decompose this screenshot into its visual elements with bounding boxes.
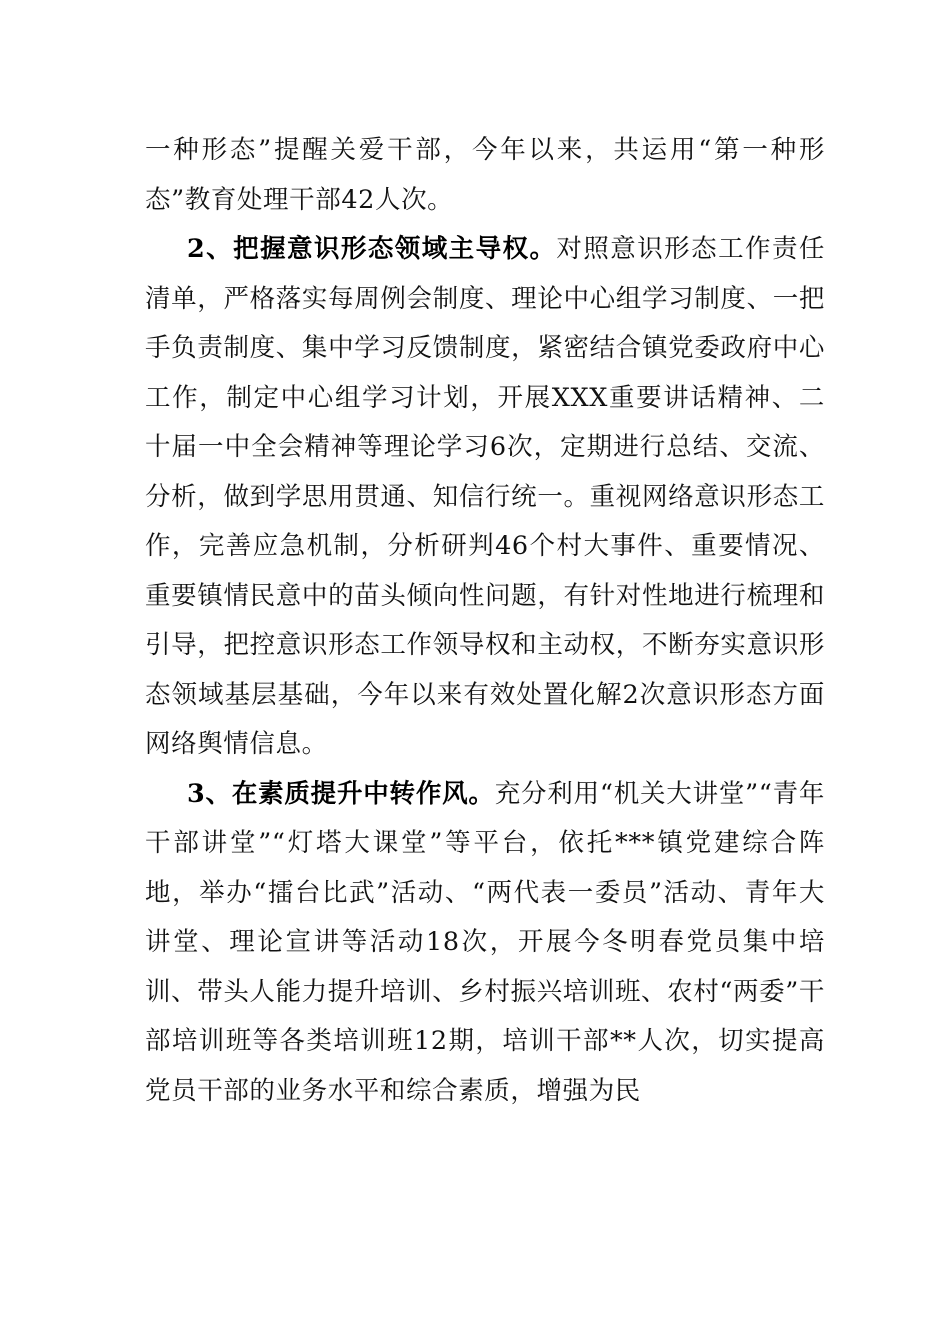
paragraph-3-body: 充分利用“机关大讲堂”“青年干部讲堂”“灯塔大课堂”等平台，依托***镇党建综合阵地，举办“擂台比武”活动、“两代表一委员”活动、青年大讲堂、理论宣讲等活动18次，开展今冬明春党员集中培训、带头人能力提升培训、乡村振兴培训班、农村“两委”干部培训班等各类培训班12期，培训干部**人次，切实提高党员干部的业务水平和综合素质，增强为民: [145, 778, 825, 1106]
paragraph-3-heading: 3、在素质提升中转作风。: [187, 778, 495, 809]
paragraph-ideology-leadership: [145, 225, 825, 770]
document-body: [145, 126, 825, 1116]
paragraph-continuation: [145, 126, 825, 225]
paragraph-quality-improvement: [145, 770, 825, 1117]
paragraph-1-body: 一种形态”提醒关爱干部，今年以来，共运用“第一种形态”教育处理干部42人次。: [145, 135, 825, 215]
paragraph-2-body: 对照意识形态工作责任清单，严格落实每周例会制度、理论中心组学习制度、一把手负责制度、集中学习反馈制度，紧密结合镇党委政府中心工作，制定中心组学习计划，开展XXX重要讲话精神、二十届一中全会精神等理论学习6次，定期进行总结、交流、分析，做到学思用贯通、知信行统一。重视网络意识形态工作，完善应急机制，分析研判46个村大事件、重要情况、重要镇情民意中的苗头倾向性问题，有针对性地进行梳理和引导，把控意识形态工作领导权和主动权，不断夯实意识形态领域基层基础，今年以来有效处置化解2次意识形态方面网络舆情信息。: [145, 234, 825, 759]
paragraph-2-heading: 2、把握意识形态领域主导权。: [187, 234, 557, 264]
